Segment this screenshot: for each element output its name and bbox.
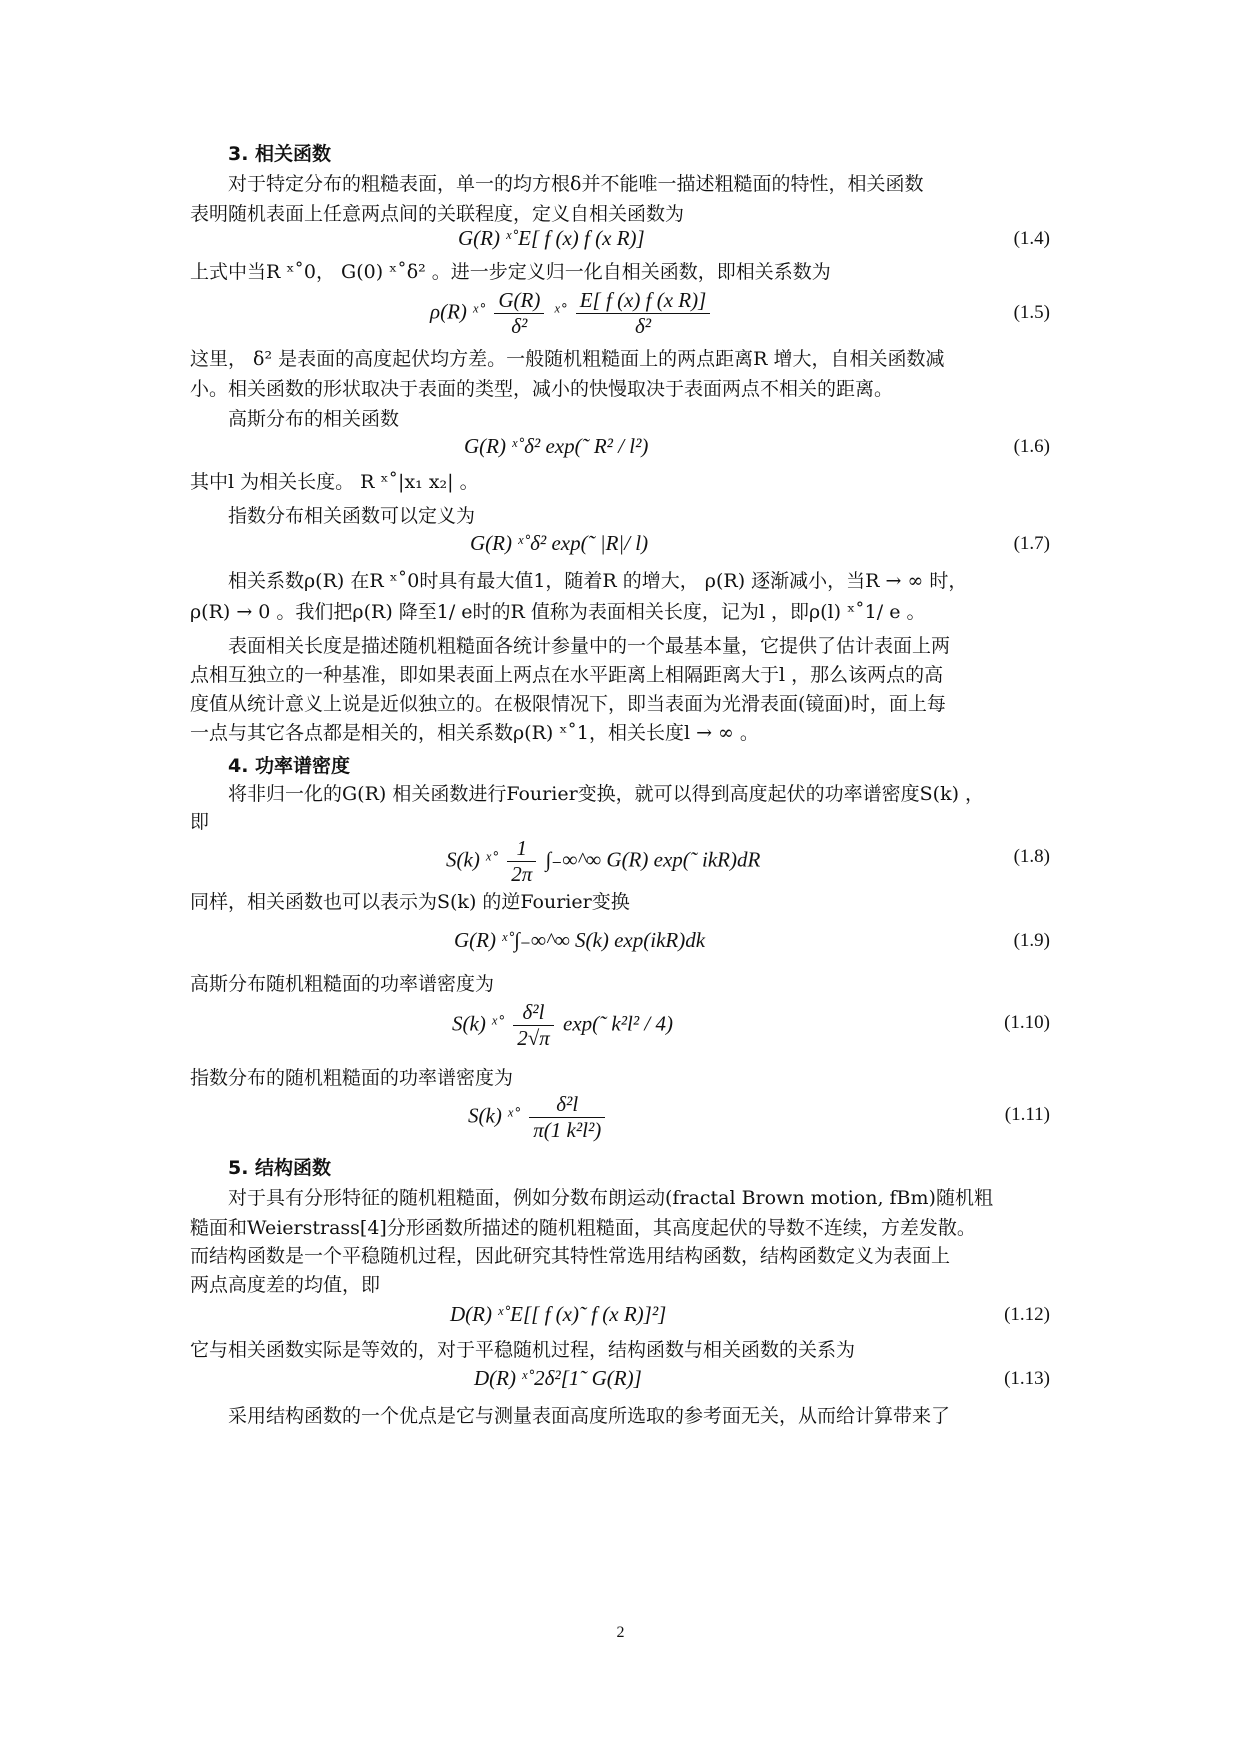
paragraph-line: 度值从统计意义上说是近似独立的。在极限情况下，即当表面为光滑表面(镜面)时，面上每 <box>190 693 946 715</box>
paragraph-line: 高斯分布的相关函数 <box>228 408 400 430</box>
equation-number: (1.13) <box>1004 1368 1050 1389</box>
paragraph-line: 糙面和Weierstrass[4]分形函数所描述的随机粗糙面，其高度起伏的导数不连续，方差发散。 <box>190 1217 976 1239</box>
section-heading-5: 5. 结构函数 <box>228 1157 332 1179</box>
fraction-numerator: 1 <box>507 836 536 862</box>
eq-lhs: ρ(R) ˣ˚ <box>430 299 486 324</box>
fraction-numerator: G(R) <box>494 288 544 314</box>
equation-1-11 <box>468 1092 609 1143</box>
equation-number: (1.8) <box>1013 846 1050 867</box>
fraction-numerator: δ²l <box>513 1000 554 1026</box>
paragraph-line: 其中l 为相关长度。 R ˣ˚|x₁ x₂| 。 <box>190 471 479 493</box>
section-heading-3: 3. 相关函数 <box>228 143 332 165</box>
fraction <box>494 288 544 339</box>
paragraph-line: 这里， δ² 是表面的高度起伏均方差。一般随机粗糙面上的两点距离R 增大，自相关函数减 <box>190 348 945 370</box>
fraction <box>513 1000 554 1051</box>
paragraph-line: 而结构函数是一个平稳随机过程，因此研究其特性常选用结构函数，结构函数定义为表面上 <box>190 1245 951 1267</box>
equation-number: (1.6) <box>1013 436 1050 457</box>
equation-number: (1.10) <box>1004 1012 1050 1033</box>
paragraph-line: 一点与其它各点都是相关的，相关系数ρ(R) ˣ˚1，相关长度l → ∞ 。 <box>190 722 759 744</box>
fraction-denominator: π(1 k²l²) <box>533 1118 602 1142</box>
equation-1-10 <box>452 1000 673 1051</box>
paragraph-line: 它与相关函数实际是等效的，对于平稳随机过程，结构函数与相关函数的关系为 <box>190 1339 856 1361</box>
fraction <box>576 288 711 339</box>
fraction-denominator: δ² <box>634 314 652 338</box>
paragraph-line: 即 <box>190 811 210 833</box>
paragraph-line: 对于特定分布的粗糙表面，单一的均方根δ并不能唯一描述粗糙面的特性，相关函数 <box>228 173 924 195</box>
fraction-denominator: 2√π <box>517 1026 550 1050</box>
eq-lhs: S(k) ˣ˚ <box>468 1103 520 1128</box>
equation-number: (1.11) <box>1004 1104 1050 1125</box>
paragraph-line: 高斯分布随机粗糙面的功率谱密度为 <box>190 973 495 995</box>
paragraph-line: 将非归一化的G(R) 相关函数进行Fourier变换，就可以得到高度起伏的功率谱密度S(k) ， <box>228 783 985 805</box>
equation-number: (1.12) <box>1004 1304 1050 1325</box>
fraction-denominator: 2π <box>511 862 533 886</box>
fraction-denominator: δ² <box>511 314 528 338</box>
eq-lhs: S(k) ˣ˚ <box>452 1011 504 1036</box>
page-number: 2 <box>616 1624 625 1641</box>
fraction-numerator: δ²l <box>529 1092 605 1118</box>
equation-1-8 <box>446 836 760 887</box>
eq-rhs: exp(˜ k²l² / 4) <box>563 1011 673 1036</box>
equation-1-12: D(R) ˣ˚E[[ f (x)˜ f (x R)]²] <box>450 1302 667 1326</box>
equation-number: (1.9) <box>1013 930 1050 951</box>
paragraph-line: 两点高度差的均值，即 <box>190 1274 381 1296</box>
eq-equals: ˣ˚ <box>553 299 567 324</box>
paragraph-line: 指数分布的随机粗糙面的功率谱密度为 <box>190 1067 514 1089</box>
paragraph-line: 相关系数ρ(R) 在R ˣ˚0时具有最大值1，随着R 的增大， ρ(R) 逐渐减小，当R → ∞ 时， <box>228 570 968 592</box>
equation-1-5 <box>430 288 714 339</box>
fraction <box>529 1092 605 1143</box>
paragraph-line: 表面相关长度是描述随机粗糙面各统计参量中的一个最基本量，它提供了估计表面上两 <box>228 635 951 657</box>
equation-number: (1.5) <box>1013 302 1050 323</box>
paragraph-line: 指数分布相关函数可以定义为 <box>228 505 476 527</box>
fraction <box>507 836 536 887</box>
equation-1-4: G(R) ˣ˚E[ f (x) f (x R)] <box>458 226 645 250</box>
equation-1-9: G(R) ˣ˚∫₋∞^∞ S(k) exp(ikR)dk <box>454 928 706 952</box>
equation-1-7: G(R) ˣ˚δ² exp(˜ |R|/ l) <box>470 531 649 555</box>
paragraph-line: 对于具有分形特征的随机粗糙面，例如分数布朗运动(fractal Brown motion, fBm)随机粗 <box>228 1187 993 1209</box>
paragraph-line: 同样，相关函数也可以表示为S(k) 的逆Fourier变换 <box>190 891 630 913</box>
paragraph-line: 表明随机表面上任意两点间的关联程度，定义自相关函数为 <box>190 203 685 225</box>
paragraph-line: 点相互独立的一种基准，即如果表面上两点在水平距离上相隔距离大于l ，那么该两点的高 <box>190 664 944 686</box>
equation-1-6: G(R) ˣ˚δ² exp(˜ R² / l²) <box>464 434 649 458</box>
fraction-numerator: E[ f (x) f (x R)] <box>576 288 711 314</box>
eq-lhs: S(k) ˣ˚ <box>446 847 498 872</box>
paragraph-line: 上式中当R ˣ˚0， G(0) ˣ˚δ² 。进一步定义归一化自相关函数，即相关系数为 <box>190 261 831 283</box>
paragraph-line: ρ(R) → 0 。我们把ρ(R) 降至1/ e时的R 值称为表面相关长度，记为l ，即ρ(l) ˣ˚1/ e 。 <box>190 601 926 623</box>
section-heading-4: 4. 功率谱密度 <box>228 755 351 777</box>
paragraph-line: 采用结构函数的一个优点是它与测量表面高度所选取的参考面无关，从而给计算带来了 <box>228 1405 951 1427</box>
paragraph-line: 小。相关函数的形状取决于表面的类型，减小的快慢取决于表面两点不相关的距离。 <box>190 378 894 400</box>
equation-number: (1.7) <box>1013 533 1050 554</box>
equation-number: (1.4) <box>1013 228 1050 249</box>
equation-1-13: D(R) ˣ˚2δ²[1˜ G(R)] <box>474 1366 642 1390</box>
eq-rhs: ∫₋∞^∞ G(R) exp(˜ ikR)dR <box>545 847 761 872</box>
